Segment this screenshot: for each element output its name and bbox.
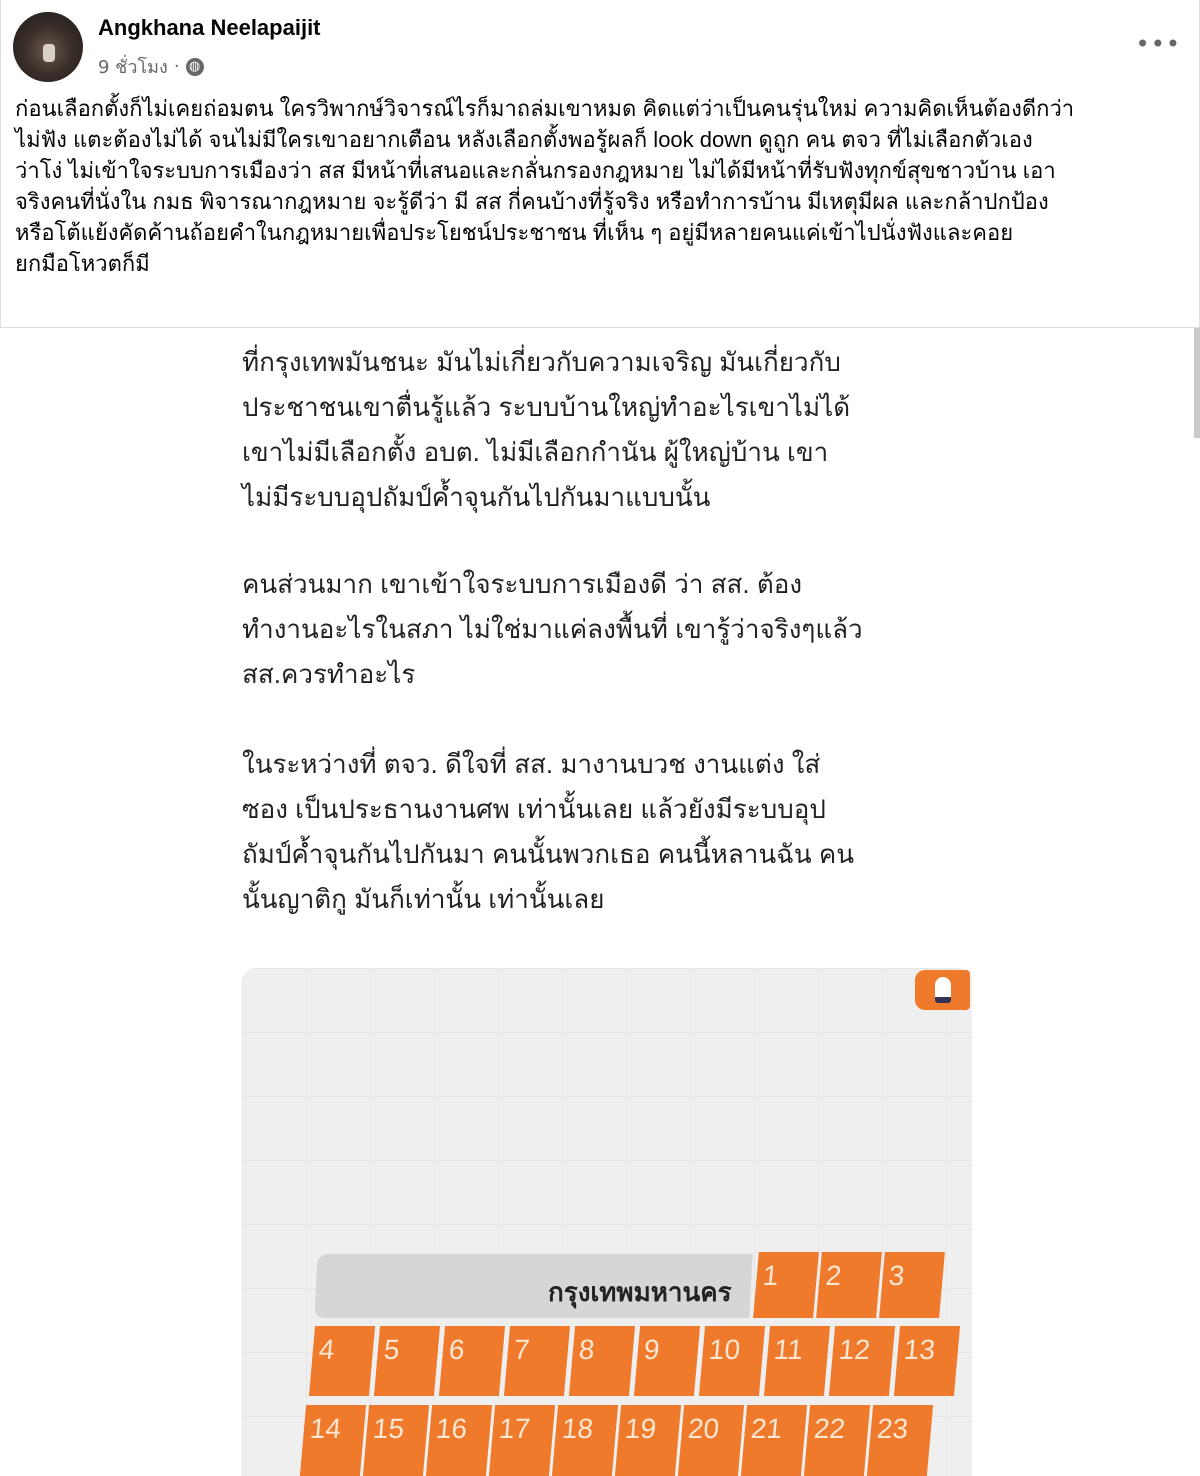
district-tile: 7 [504,1326,570,1396]
district-tile: 9 [634,1326,700,1396]
image-text-line: ซอง เป็นประธานงานศพ เท่านั้นเลย แล้วยังมีระบบอุป [242,794,826,824]
post-text-line: ก่อนเลือกตั้งก็ไม่เคยถ่อมตน ใครวิพากษ์วิจารณ์ไรก็มาถล่มเขาหมด คิดแต่ว่าเป็นคนรุ่นใหม่ ความคิดเห็นต้องดีกว่า [15,96,1075,121]
image-paragraph [242,562,863,697]
author-name[interactable]: Angkhana Neelapaijit [98,15,321,40]
more-options-button[interactable]: ••• [1135,30,1181,58]
district-tile: 3 [879,1252,945,1318]
district-tile: 1 [753,1252,819,1318]
district-tile: 5 [374,1326,440,1396]
district-tile: 14 [300,1405,366,1476]
district-tile: 13 [894,1326,960,1396]
image-text-line: เขาไม่มีเลือกตั้ง อบต. ไม่มีเลือกกำนัน ผู้ใหญ่บ้าน เขา [242,437,829,467]
district-tile: 22 [804,1405,870,1476]
district-tile: 4 [309,1326,375,1396]
post-text-line: ว่าโง่ ไม่เข้าใจระบบการเมืองว่า สส มีหน้าที่เสนอและกลั่นกรองกฎหมาย ไม่ได้มีหน้าที่รับฟังทุกข์สุขชาวบ้าน เอา [15,158,1056,183]
district-tile: 11 [764,1326,830,1396]
image-text-line: ที่กรุงเทพมันชนะ มันไม่เกี่ยวกับความเจริญ มันเกี่ยวกับ [242,347,841,377]
image-text-line: สส.ควรทำอะไร [242,659,416,689]
district-tile: 17 [489,1405,555,1476]
district-tile: 18 [552,1405,618,1476]
post-meta [98,52,204,81]
post-time[interactable]: 9 ชั่วโมง [98,57,168,78]
image-text-line: ถัมป์ค้ำจุนกันไปกันมา คนนั้นพวกเธอ คนนี้หลานฉัน คน [242,839,855,869]
image-text-line: ไม่มีระบบอุปถัมป์ค้ำจุนกันไปกันมาแบบนั้น [242,482,711,512]
post-text [15,93,1195,279]
district-tile: 20 [678,1405,744,1476]
district-tile: 6 [439,1326,505,1396]
district-tile: 19 [615,1405,681,1476]
image-text-line: คนส่วนมาก เขาเข้าใจระบบการเมืองดี ว่า สส. ต้อง [242,569,803,599]
image-text-line: ทำงานอะไรในสภา ไม่ใช่มาแค่ลงพื้นที่ เขารู้ว่าจริงๆแล้ว [242,614,863,644]
image-text-line: ประชาชนเขาตื่นรู้แล้ว ระบบบ้านใหญ่ทำอะไรเขาไม่ได้ [242,392,851,422]
district-tile: 8 [569,1326,635,1396]
facebook-post [0,0,1200,328]
image-paragraph [242,340,850,520]
infographic-card [242,968,972,1476]
district-tile: 15 [363,1405,429,1476]
post-text-line: ไม่ฟัง แตะต้องไม่ได้ จนไม่มีใครเขาอยากเตือน หลังเลือกตั้งพอรู้ผลก็ look down ดูถูก คน ตจว ที่ไม่เลือกตัวเอง [15,127,1033,152]
district-tile: 16 [426,1405,492,1476]
globe-icon[interactable]: ◍ [186,58,204,76]
district-tile: 12 [829,1326,895,1396]
district-tile: 21 [741,1405,807,1476]
scrollbar[interactable] [1194,328,1200,438]
district-tile: 2 [816,1252,882,1318]
mascot-logo-icon [915,970,970,1010]
post-text-line: จริงคนที่นั่งใน กมธ พิจารณากฎหมาย จะรู้ดีว่า มี สส กี่คนบ้างที่รู้จริง หรือทำการบ้าน มีเหตุมีผล และกล้าปกป้อง [15,189,1049,214]
district-tile: 23 [867,1405,933,1476]
post-text-line: หรือโต้แย้งคัดค้านถ้อยคำในกฎหมายเพื่อประโยชน์ประชาชน ที่เห็น ๆ อยู่มีหลายคนแค่เข้าไปนั่งฟังและคอย [15,220,1014,245]
post-text-line: ยกมือโหวตก็มี [15,251,150,276]
avatar[interactable] [13,12,83,82]
region-label: กรุงเทพมหานคร [548,1277,732,1307]
image-text-line: ในระหว่างที่ ตจว. ดีใจที่ สส. มางานบวช งานแต่ง ใส่ [242,749,821,779]
image-paragraph [242,742,854,922]
image-text-line: นั้นญาติกู มันก็เท่านั้น เท่านั้นเลย [242,884,605,914]
district-tile: 10 [699,1326,765,1396]
separator: · [173,56,180,77]
